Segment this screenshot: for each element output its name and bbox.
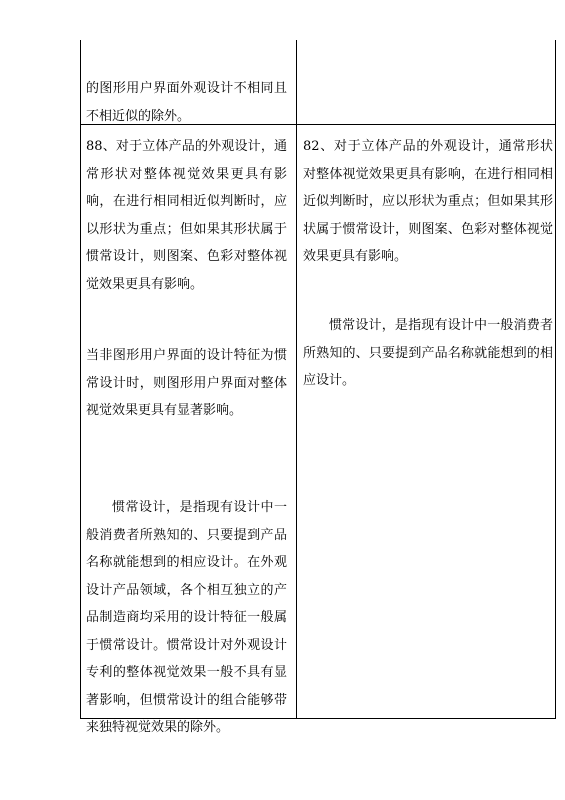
row2-right-cell <box>303 133 553 271</box>
row2-left-cell-part2 <box>86 342 287 425</box>
table-column-divider <box>296 40 297 719</box>
table-right-border <box>555 40 556 719</box>
gui-design-feature-paragraph: 当非图形用户界面的设计特征为惯常设计时，则图形用户界面对整体视觉效果更具有显著影响。 <box>86 348 287 418</box>
row2-left-cell <box>86 133 287 298</box>
table-left-border <box>80 40 81 719</box>
conventional-design-paragraph-left: 惯常设计，是指现有设计中一般消费者所熟知的、只要提到产品名称就能想到的相应设计。在外观设计产品领域，各个相互独立的产品制造商均采用的设计特征一般属于惯常设计。惯常设计对外观设计专利的整体视觉效果一般不具有显著影响，但惯常设计的组合能够带来独特视觉效果的除外。 <box>86 500 287 735</box>
rule-82-paragraph: 82、对于立体产品的外观设计，通常形状对整体视觉效果更具有影响，在进行相同相近似判断时，应以形状为重点；但如果其形状属于惯常设计，则图案、色彩对整体视觉效果更具有影响。 <box>303 139 553 264</box>
conventional-design-paragraph-right: 惯常设计，是指现有设计中一般消费者所熟知的、只要提到产品名称就能想到的相应设计。 <box>303 318 553 388</box>
comparison-table <box>80 40 556 735</box>
row2-left-cell-part3 <box>86 494 287 742</box>
row1-left-cell <box>86 75 287 130</box>
rule-88-paragraph: 88、对于立体产品的外观设计，通常形状对整体视觉效果更具有影响，在进行相同相近似判断时，应以形状为重点；但如果其形状属于惯常设计，则图案、色彩对整体视觉效果更具有影响。 <box>86 139 287 292</box>
row2-right-cell-part2 <box>303 312 553 395</box>
row1-left-text: 的图形用户界面外观设计不相同且不相近似的除外。 <box>86 81 287 124</box>
